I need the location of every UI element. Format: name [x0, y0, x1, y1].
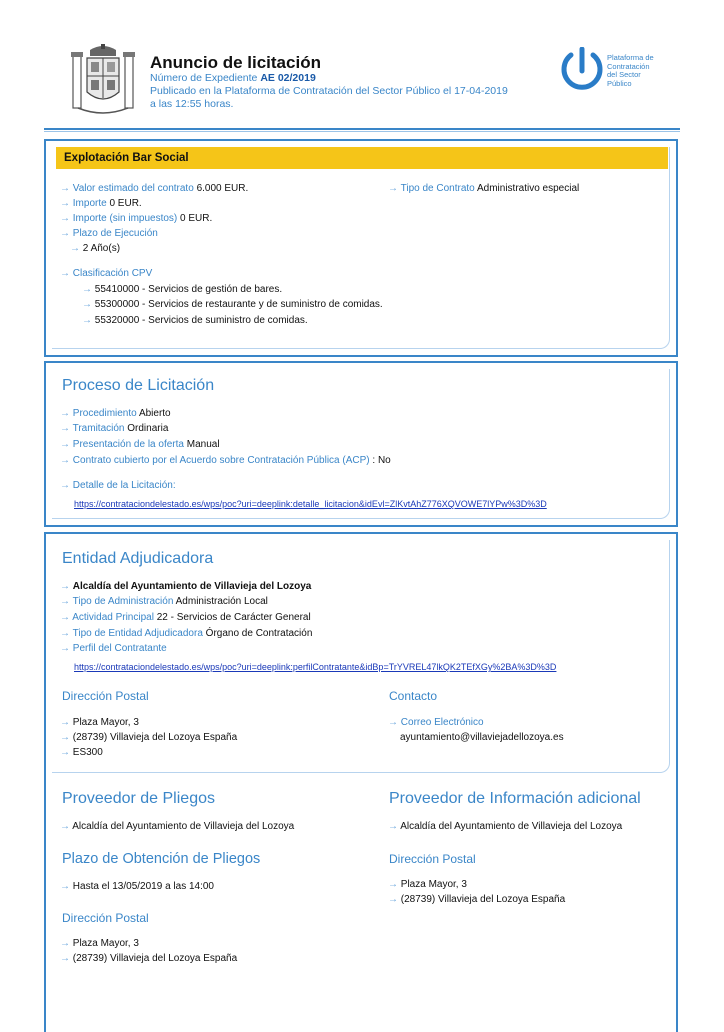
importe-sin-label: Importe (sin impuestos): [72, 213, 178, 224]
plazo-row: [60, 226, 158, 242]
arrow-icon: →: [388, 879, 398, 890]
perfil-label: Perfil del Contratante: [72, 643, 167, 654]
tipo-contrato-label: Tipo de Contrato: [400, 183, 475, 194]
cpv-item: [82, 297, 383, 313]
logo-text-line: del Sector: [607, 70, 641, 79]
acp-row: [60, 453, 391, 469]
arrow-icon: →: [60, 268, 70, 279]
procedimiento-label: Procedimiento: [72, 408, 137, 419]
info-adicional-title: Proveedor de Información adicional: [389, 790, 641, 807]
plazo-obtencion-title: Plazo de Obtención de Pliegos: [62, 851, 261, 867]
importe-row: [60, 196, 142, 212]
tipo-admin-row: [60, 594, 268, 610]
pliegos-direccion-line: [60, 951, 237, 967]
published-time: a las 12:55 horas.: [150, 98, 234, 110]
arrow-icon: →: [82, 315, 92, 326]
arrow-icon: →: [60, 213, 70, 224]
expediente-value: AE 02/2019: [260, 72, 316, 84]
direccion-text: (28739) Villavieja del Lozoya España: [400, 894, 566, 905]
plazo-label: Plazo de Ejecución: [72, 228, 158, 239]
proceso-box: [44, 361, 678, 527]
arrow-icon: →: [60, 938, 70, 949]
info-direccion-line: [388, 877, 467, 893]
arrow-icon: →: [60, 881, 70, 892]
direccion-text: ES300: [72, 747, 103, 758]
actividad-label: Actividad Principal: [72, 612, 154, 623]
info-provider-row: [388, 819, 622, 835]
presentacion-value: Manual: [186, 439, 220, 450]
pliegos-title: Proveedor de Pliegos: [62, 790, 215, 807]
pliegos-provider-row: [60, 819, 294, 835]
pliegos-direccion-title: Dirección Postal: [62, 911, 149, 925]
expediente-label: Número de Expediente: [150, 72, 258, 84]
arrow-icon: →: [388, 717, 398, 728]
perfil-link[interactable]: https://contrataciondelestado.es/wps/poc?uri=deeplink:perfilContratante&idBp=TrYVREL47lkQK2TEfXGy%2BA%3D%3D: [74, 662, 557, 672]
arrow-icon: →: [60, 423, 70, 434]
perfil-link-row: [74, 657, 556, 675]
tipo-contrato-row: [388, 181, 579, 197]
correo-value: ayuntamiento@villaviejadellozoya.es: [400, 732, 564, 743]
presentacion-label: Presentación de la oferta: [72, 439, 184, 450]
perfil-row: [60, 641, 167, 657]
arrow-icon: →: [60, 821, 70, 832]
arrow-icon: →: [70, 243, 80, 254]
arrow-icon: →: [60, 612, 70, 623]
contacto-title: Contacto: [389, 689, 438, 703]
cpv-item: [82, 282, 282, 298]
presentacion-row: [60, 437, 220, 453]
arrow-icon: →: [388, 183, 398, 194]
acp-value: : No: [372, 455, 391, 466]
arrow-icon: →: [60, 480, 70, 491]
correo-label: Correo Electrónico: [400, 717, 484, 728]
importe-sin-value: 0 EUR.: [180, 213, 213, 224]
direccion-text: Plaza Mayor, 3: [400, 879, 467, 890]
tipo-entidad-row: [60, 626, 312, 642]
tramitacion-row: [60, 421, 168, 437]
arrow-icon: →: [60, 198, 70, 209]
platform-logo-text: [607, 54, 677, 88]
tipo-entidad-label: Tipo de Entidad Adjudicadora: [72, 628, 203, 639]
arrow-icon: →: [60, 747, 70, 758]
correo-value-row: [400, 730, 564, 746]
procedimiento-row: [60, 406, 171, 422]
detalle-link[interactable]: https://contrataciondelestado.es/wps/poc?uri=deeplink:detalle_licitacion&idEvl=ZlKvtAhZ776XQVOWE7lYPw%3D%3D: [74, 499, 547, 509]
acp-label: Contrato cubierto por el Acuerdo sobre Contratación Pública (ACP): [72, 455, 370, 466]
direccion-line: [60, 715, 139, 731]
direccion-text: (28739) Villavieja del Lozoya España: [72, 732, 238, 743]
arrow-icon: →: [388, 894, 398, 905]
procedimiento-value: Abierto: [138, 408, 171, 419]
detalle-row: [60, 478, 176, 494]
proceso-title: Proceso de Licitación: [62, 377, 215, 394]
tipo-admin-label: Tipo de Administración: [72, 596, 174, 607]
cpv-row: [60, 266, 152, 282]
direccion-postal-title: Dirección Postal: [62, 689, 149, 703]
entidad-name-row: [60, 579, 311, 595]
arrow-icon: →: [60, 596, 70, 607]
tipo-entidad-value: Órgano de Contratación: [205, 628, 313, 639]
arrow-icon: →: [60, 228, 70, 239]
plazo-obtencion-value: Hasta el 13/05/2019 a las 14:00: [72, 881, 214, 892]
arrow-icon: →: [60, 408, 70, 419]
arrow-icon: →: [60, 643, 70, 654]
tipo-contrato-value: Administrativo especial: [476, 183, 580, 194]
arrow-icon: →: [82, 284, 92, 295]
valor-row: [60, 181, 248, 197]
header-divider-thin: [44, 131, 680, 132]
detalle-link-row: [74, 494, 547, 512]
header-divider: [44, 128, 680, 130]
plazo-obtencion-row: [60, 879, 214, 895]
header-subtitle: [150, 72, 570, 111]
document-header: [0, 0, 724, 130]
arrow-icon: →: [60, 455, 70, 466]
logo-text-line: Público: [607, 78, 632, 88]
importe-sin-row: [60, 211, 212, 227]
importe-value: 0 EUR.: [109, 198, 142, 209]
page-title: Anuncio de licitación: [150, 53, 321, 72]
arrow-icon: →: [60, 581, 70, 592]
plazo-value: 2 Año(s): [82, 243, 121, 254]
correo-label-row: [388, 715, 484, 731]
entidad-box: [44, 532, 678, 1032]
pliegos-provider: Alcaldía del Ayuntamiento de Villavieja del Lozoya: [72, 821, 295, 832]
entidad-name: Alcaldía del Ayuntamiento de Villavieja del Lozoya: [72, 581, 312, 592]
direccion-line: [60, 745, 103, 761]
cpv-item-text: 55320000 - Servicios de suministro de comidas.: [94, 315, 308, 326]
entidad-title: Entidad Adjudicadora: [62, 550, 214, 567]
detalle-label: Detalle de la Licitación:: [72, 480, 176, 491]
arrow-icon: →: [388, 821, 398, 832]
coat-of-arms-icon: [70, 44, 136, 118]
cpv-item-text: 55300000 - Servicios de restaurante y de suministro de comidas.: [94, 299, 383, 310]
valor-value: 6.000 EUR.: [196, 183, 249, 194]
published-line: Publicado en la Plataforma de Contratación del Sector Público el 17-04-2019: [150, 85, 508, 97]
pliegos-direccion-line: [60, 936, 139, 952]
arrow-icon: →: [82, 299, 92, 310]
arrow-icon: →: [60, 439, 70, 450]
actividad-value: 22 - Servicios de Carácter General: [156, 612, 311, 623]
arrow-icon: →: [60, 953, 70, 964]
contract-title-bar: Explotación Bar Social: [56, 147, 668, 169]
tramitacion-value: Ordinaria: [127, 423, 169, 434]
arrow-icon: →: [60, 717, 70, 728]
info-provider: Alcaldía del Ayuntamiento de Villavieja del Lozoya: [400, 821, 623, 832]
cpv-item: [82, 313, 308, 329]
actividad-row: [60, 610, 311, 626]
tipo-admin-value: Administración Local: [175, 596, 268, 607]
tramitacion-label: Tramitación: [72, 423, 125, 434]
cpv-label: Clasificación CPV: [72, 268, 153, 279]
plazo-value-row: [70, 241, 120, 257]
info-direccion-line: [388, 892, 565, 908]
logo-text-line: Plataforma de: [607, 53, 654, 62]
arrow-icon: →: [60, 732, 70, 743]
logo-text-line: Contratación: [607, 61, 650, 71]
valor-label: Valor estimado del contrato: [72, 183, 194, 194]
direccion-text: (28739) Villavieja del Lozoya España: [72, 953, 238, 964]
contract-box: [44, 139, 678, 357]
info-direccion-title: Dirección Postal: [389, 852, 476, 866]
direccion-text: Plaza Mayor, 3: [72, 938, 139, 949]
arrow-icon: →: [60, 628, 70, 639]
importe-label: Importe: [72, 198, 107, 209]
direccion-text: Plaza Mayor, 3: [72, 717, 139, 728]
direccion-line: [60, 730, 237, 746]
arrow-icon: →: [60, 183, 70, 194]
cpv-item-text: 55410000 - Servicios de gestión de bares.: [94, 284, 283, 295]
